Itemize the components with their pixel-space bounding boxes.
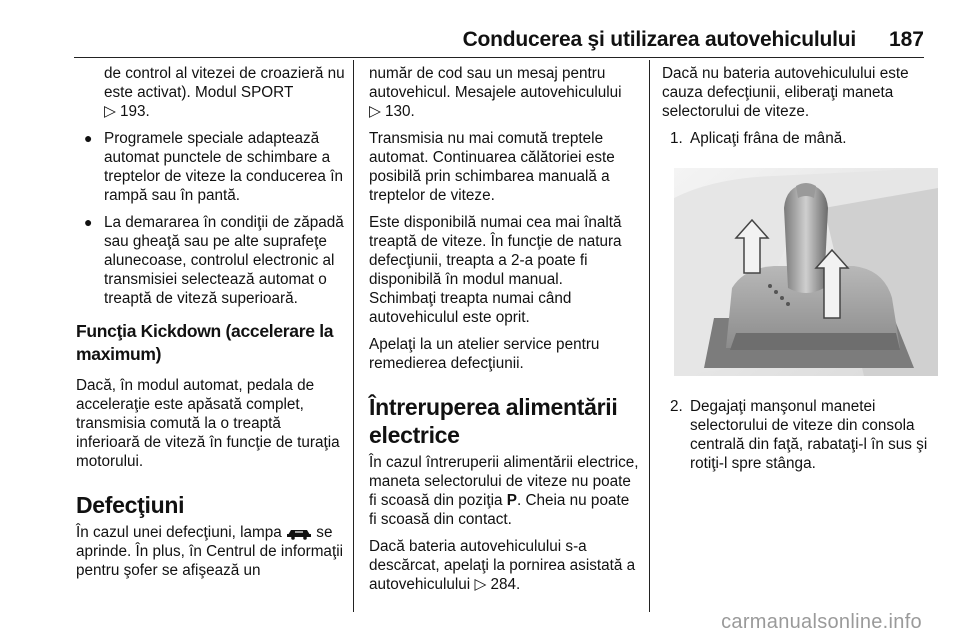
- bullet-special-programs: [76, 129, 346, 205]
- heading-faults: Defecţiuni: [76, 492, 185, 518]
- power-interruption-paragraph: [369, 453, 639, 529]
- page-header: [0, 0, 960, 62]
- power-text-a: În cazul întreruperii alimentării electrice, maneta selectorului de viteze nu poate fi scoasă din poziţia: [369, 454, 639, 509]
- page-reference-arrow-icon[interactable]: ▷: [474, 576, 487, 593]
- column-divider-1: [353, 60, 354, 612]
- bullet-snow-ice: [76, 213, 346, 308]
- page-header-title: Conducerea şi utilizarea autovehiculului: [462, 28, 856, 51]
- faults-text-b: se aprinde. În plus, în Centrul de informaţii pentru şofer se afişează un: [76, 524, 343, 579]
- park-position-label: P: [506, 492, 517, 509]
- gear-selector-illustration: [674, 168, 938, 376]
- column-divider-2: [649, 60, 650, 612]
- kickdown-paragraph: Dacă, în modul automat, pedala de acceleraţie este apăsată complet, transmisia comută la o treaptă inferioară de viteză în funcţie de turaţia motorului.: [76, 377, 340, 470]
- heading-kickdown: Funcţia Kickdown (accelerare la maximum): [76, 321, 334, 364]
- step-number: 2.: [670, 398, 683, 415]
- faults-paragraph: [76, 523, 346, 580]
- bullet-text: La demararea în condiţii de zăpadă sau gheaţă sau pe alte suprafeţe alunecoase, controlul electronic al transmisiei selectează automat o treaptă de viteză superioară.: [104, 214, 344, 307]
- transmission-fault-lamp-icon: [286, 526, 312, 540]
- column-1: [76, 64, 346, 588]
- power-text-b: . Cheia nu poate fi scoasă din contact.: [369, 492, 630, 528]
- step-2: [662, 397, 930, 473]
- watermark: carmanualsonline.info: [721, 611, 922, 633]
- sport-mode-paragraph: [76, 64, 346, 121]
- jump-start-text: Dacă bateria autovehiculului s-a descărcat, apelaţi la pornirea asistată a autovehiculului: [369, 538, 636, 593]
- page-reference-arrow-icon[interactable]: ▷: [104, 103, 116, 120]
- faults-text-a: În cazul unei defecţiuni, lampa: [76, 524, 282, 541]
- page-number: 187: [888, 28, 924, 51]
- shift-when-stopped-paragraph: Schimbaţi treapta numai când autovehiculul este oprit.: [369, 290, 572, 326]
- highest-gear-paragraph: Este disponibilă numai cea mai înaltă treaptă de viteze. În funcţie de natura defecţiunii, treapta a 2-a poate fi disponibilă în modul manual.: [369, 214, 622, 288]
- no-auto-shift-paragraph: Transmisia nu mai comută treptele automat. Continuarea călătoriei este posibilă prin schimbarea manuală a treptelor de viteze.: [369, 130, 615, 204]
- jump-start-paragraph: [369, 537, 639, 594]
- step-text: Degajaţi manşonul manetei selectorului de viteze din consola centrală din faţă, rabataţi-l în sus şi rotiţi-l spre stânga.: [690, 398, 928, 472]
- column-2: [369, 64, 639, 602]
- heading-power-interruption: Întreruperea alimentării electrice: [369, 394, 618, 448]
- sport-mode-ref[interactable]: 193.: [120, 103, 150, 120]
- code-message-text: număr de cod sau un mesaj pentru autovehicul. Mesajele autovehiculului: [369, 65, 622, 101]
- sport-mode-text: de control al vitezei de croazieră nu este activat). Modul SPORT: [104, 65, 345, 101]
- messages-ref[interactable]: 130.: [385, 103, 415, 120]
- bullet-dot: ●: [84, 214, 93, 230]
- step-number: 1.: [670, 130, 683, 147]
- column-3: [662, 64, 930, 481]
- jump-start-ref[interactable]: 284.: [490, 576, 521, 593]
- bullet-text: Programele speciale adaptează automat punctele de schimbare a treptelor de viteze la conducerea în rampă sau în pantă.: [104, 130, 343, 204]
- release-lever-paragraph: Dacă nu bateria autovehiculului este cauza defecţiunii, eliberaţi maneta selectorului de viteze.: [662, 65, 909, 120]
- header-rule: [74, 57, 924, 58]
- page-reference-arrow-icon[interactable]: ▷: [369, 103, 381, 120]
- bullet-dot: ●: [84, 130, 93, 146]
- step-1: [662, 129, 930, 148]
- step-text: Aplicaţi frâna de mână.: [690, 130, 847, 147]
- code-message-paragraph: [369, 64, 639, 121]
- workshop-paragraph: Apelaţi la un atelier service pentru remedierea defecţiunii.: [369, 336, 600, 372]
